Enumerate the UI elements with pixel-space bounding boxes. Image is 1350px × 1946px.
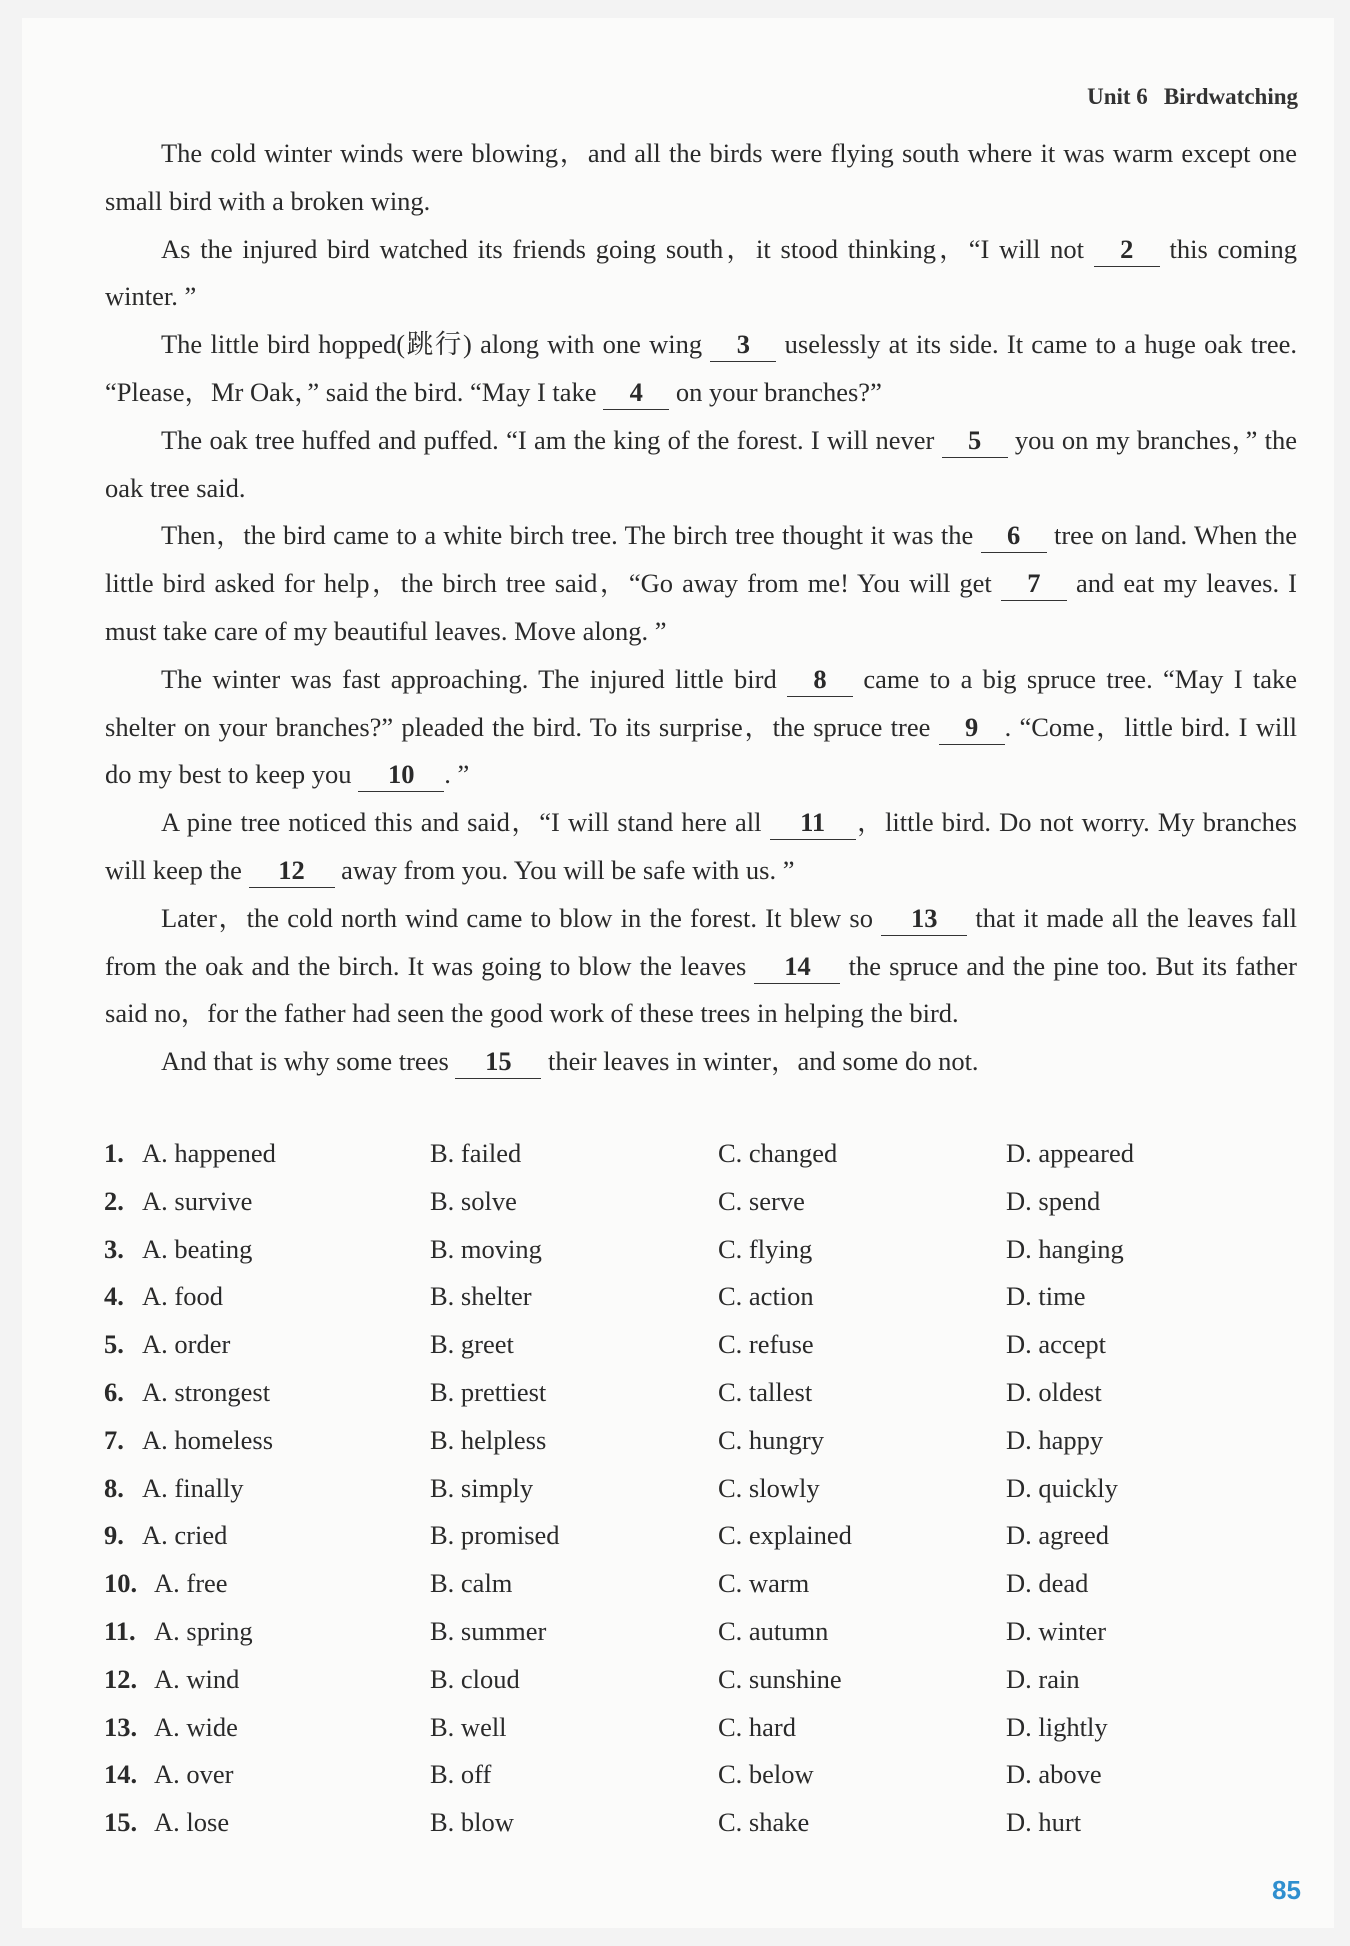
option-c: C. shake	[718, 1807, 810, 1838]
option-c: C. changed	[718, 1138, 838, 1168]
question-row	[104, 1371, 1304, 1419]
question-row	[104, 1180, 1304, 1228]
blank-11: 11	[770, 805, 856, 840]
option-a: A. free	[154, 1568, 228, 1599]
question-options	[104, 1132, 1304, 1849]
question-number: 3.	[104, 1233, 124, 1264]
option-c: C. below	[718, 1759, 814, 1790]
option-c: C. sunshine	[718, 1663, 842, 1694]
option-c: C. slowly	[718, 1472, 820, 1503]
passage-text: and eat my leaves. I must take care of my beautiful leaves. Move along. ”	[105, 568, 1298, 646]
blank-15: 15	[455, 1044, 541, 1079]
option-b: B. calm	[430, 1568, 513, 1599]
option-a: A. wind	[154, 1663, 240, 1694]
option-a: A. over	[154, 1759, 234, 1790]
option-b: B. greet	[430, 1329, 514, 1360]
blank-7: 7	[1001, 566, 1067, 601]
blank-4: 4	[603, 375, 669, 410]
option-a: A. survive	[142, 1185, 253, 1216]
question-number: 14.	[104, 1759, 138, 1790]
option-a: A. finally	[142, 1472, 244, 1503]
option-c: C. explained	[718, 1520, 852, 1551]
passage-text: The oak tree huffed and puffed. “I am the king of the forest. I will never	[161, 424, 942, 455]
passage-text: their leaves in winter，and some do not.	[541, 1046, 979, 1077]
option-c: C. refuse	[718, 1329, 814, 1360]
question-number: 7.	[104, 1424, 124, 1455]
option-d: D. accept	[1006, 1329, 1107, 1360]
option-d: D. spend	[1006, 1185, 1101, 1216]
option-b: B. summer	[430, 1615, 547, 1646]
option-b: B. prettiest	[430, 1376, 547, 1407]
option-b: B. off	[430, 1759, 492, 1790]
question-row	[104, 1275, 1304, 1323]
passage-text: you on my branches，” the oak tree said.	[105, 424, 1297, 503]
passage-text: tree on land. When the little bird asked for help，the birch tree said，“Go away from me! You will get	[105, 520, 1297, 599]
question-row	[104, 1801, 1304, 1849]
blank-10: 10	[358, 757, 444, 792]
unit-title: Birdwatching	[1163, 84, 1298, 109]
blank-14: 14	[754, 949, 840, 984]
option-a: A. spring	[154, 1615, 253, 1646]
option-b: B. failed	[430, 1138, 522, 1168]
option-b: B. promised	[430, 1520, 560, 1551]
question-number: 6.	[104, 1376, 124, 1407]
question-number: 9.	[104, 1520, 124, 1551]
unit-label: Unit 6	[1087, 84, 1148, 109]
passage-text: Later，the cold north wind came to blow in the forest. It blew so	[161, 902, 882, 933]
option-d: D. agreed	[1006, 1520, 1109, 1551]
passage-text: A pine tree noticed this and said，“I will stand here all	[161, 807, 770, 838]
question-row	[104, 1706, 1304, 1754]
passage-text: . “Come，little bird. I will do my best to keep you	[105, 711, 1297, 790]
option-a: A. strongest	[142, 1376, 271, 1407]
question-row	[104, 1419, 1304, 1467]
option-c: C. action	[718, 1281, 814, 1312]
passage-text: this coming winter. ”	[105, 233, 1297, 312]
blank-3: 3	[710, 327, 776, 362]
passage-text: As the injured bird watched its friends going south，it stood thinking，“I will not	[161, 233, 1094, 264]
passage-text: came to a big spruce tree. “May I take shelter on your branches?” pleaded the bird. To its surprise，the spruce tree	[105, 663, 1298, 742]
option-d: D. hanging	[1006, 1233, 1124, 1264]
option-d: D. oldest	[1006, 1376, 1102, 1407]
passage-text: ，little bird. Do not worry. My branches will keep the	[105, 807, 1297, 885]
passage-text: The winter was fast approaching. The injured little bird	[161, 663, 788, 694]
option-c: C. flying	[718, 1233, 813, 1264]
option-d: D. time	[1006, 1281, 1086, 1312]
passage-text: The cold winter winds were blowing，and all the birds were flying south where it was warm except one small bird with a broken wing.	[105, 138, 1297, 216]
question-row	[104, 1323, 1304, 1371]
option-c: C. hungry	[718, 1424, 824, 1455]
question-number: 15.	[104, 1807, 138, 1838]
passage-paragraph	[105, 512, 1297, 655]
passage-text: . ”	[444, 759, 470, 790]
cloze-passage	[105, 130, 1297, 1086]
blank-9: 9	[939, 710, 1005, 745]
option-b: B. blow	[430, 1807, 514, 1838]
option-c: C. autumn	[718, 1615, 829, 1646]
blank-12: 12	[249, 853, 335, 888]
blank-13: 13	[881, 901, 967, 936]
question-row	[104, 1514, 1304, 1562]
option-d: D. dead	[1006, 1568, 1089, 1599]
option-d: D. above	[1006, 1759, 1102, 1790]
blank-2: 2	[1094, 232, 1160, 267]
question-number: 11.	[104, 1615, 136, 1646]
passage-paragraph	[105, 130, 1297, 226]
question-row	[104, 1228, 1304, 1276]
passage-text: uselessly at its side. It came to a huge oak tree. “Please，Mr Oak，” said the bird. “May I take	[105, 329, 1298, 407]
passage-paragraph	[105, 656, 1297, 799]
option-b: B. well	[430, 1711, 507, 1742]
option-a: A. order	[142, 1329, 231, 1360]
passage-text: that it made all the leaves fall from the oak and the birch. It was going to blow the leaves	[105, 902, 1297, 981]
running-header	[1087, 84, 1298, 110]
option-a: A. lose	[154, 1807, 230, 1838]
option-c: C. serve	[718, 1185, 805, 1216]
passage-text: Then，the bird came to a white birch tree. The birch tree thought it was the	[161, 520, 981, 551]
option-d: D. rain	[1006, 1663, 1080, 1694]
option-b: B. solve	[430, 1185, 517, 1216]
question-row	[104, 1610, 1304, 1658]
question-number: 12.	[104, 1663, 138, 1694]
option-d: D. hurt	[1006, 1807, 1082, 1838]
option-a: A. food	[142, 1281, 223, 1312]
passage-paragraph	[105, 321, 1297, 417]
option-a: A. cried	[142, 1520, 228, 1551]
question-row	[104, 1132, 1304, 1180]
option-a: A. happened	[142, 1138, 276, 1168]
option-b: B. simply	[430, 1472, 534, 1503]
passage-text: away from you. You will be safe with us. ”	[334, 854, 795, 885]
question-row	[104, 1562, 1304, 1610]
option-b: B. shelter	[430, 1281, 532, 1312]
option-d: D. quickly	[1006, 1472, 1118, 1503]
option-d: D. winter	[1006, 1615, 1107, 1646]
option-d: D. appeared	[1006, 1138, 1135, 1168]
option-d: D. happy	[1006, 1424, 1104, 1455]
page-number: 85	[1272, 1875, 1301, 1905]
option-a: A. wide	[154, 1711, 238, 1742]
question-row	[104, 1753, 1304, 1801]
passage-paragraph	[105, 417, 1297, 513]
passage-paragraph	[105, 799, 1297, 895]
option-c: C. tallest	[718, 1376, 813, 1407]
question-row	[104, 1467, 1304, 1515]
passage-text: the spruce and the pine too. But its father said no，for the father had seen the good work of these trees in helping the bird.	[105, 950, 1297, 1029]
option-d: D. lightly	[1006, 1711, 1108, 1742]
question-number: 1.	[104, 1138, 124, 1168]
option-a: A. beating	[142, 1233, 253, 1264]
blank-5: 5	[942, 423, 1008, 458]
blank-8: 8	[787, 662, 853, 697]
passage-text: And that is why some trees	[161, 1046, 456, 1077]
option-a: A. homeless	[142, 1424, 274, 1455]
question-number: 5.	[104, 1329, 124, 1360]
option-b: B. helpless	[430, 1424, 547, 1455]
question-number: 13.	[104, 1711, 138, 1742]
passage-text: on your branches?”	[669, 376, 882, 407]
passage-paragraph	[105, 895, 1297, 1038]
blank-6: 6	[981, 518, 1047, 553]
option-b: B. cloud	[430, 1663, 520, 1694]
option-c: C. hard	[718, 1711, 797, 1742]
passage-text: The little bird hopped(跳行) along with one wing	[161, 329, 711, 360]
question-number: 8.	[104, 1472, 124, 1503]
question-number: 4.	[104, 1281, 124, 1312]
option-b: B. moving	[430, 1233, 542, 1264]
question-number: 2.	[104, 1185, 124, 1216]
option-c: C. warm	[718, 1568, 810, 1599]
passage-paragraph	[105, 1038, 1297, 1086]
question-number: 10.	[104, 1568, 138, 1599]
passage-paragraph	[105, 226, 1297, 322]
question-row	[104, 1658, 1304, 1706]
